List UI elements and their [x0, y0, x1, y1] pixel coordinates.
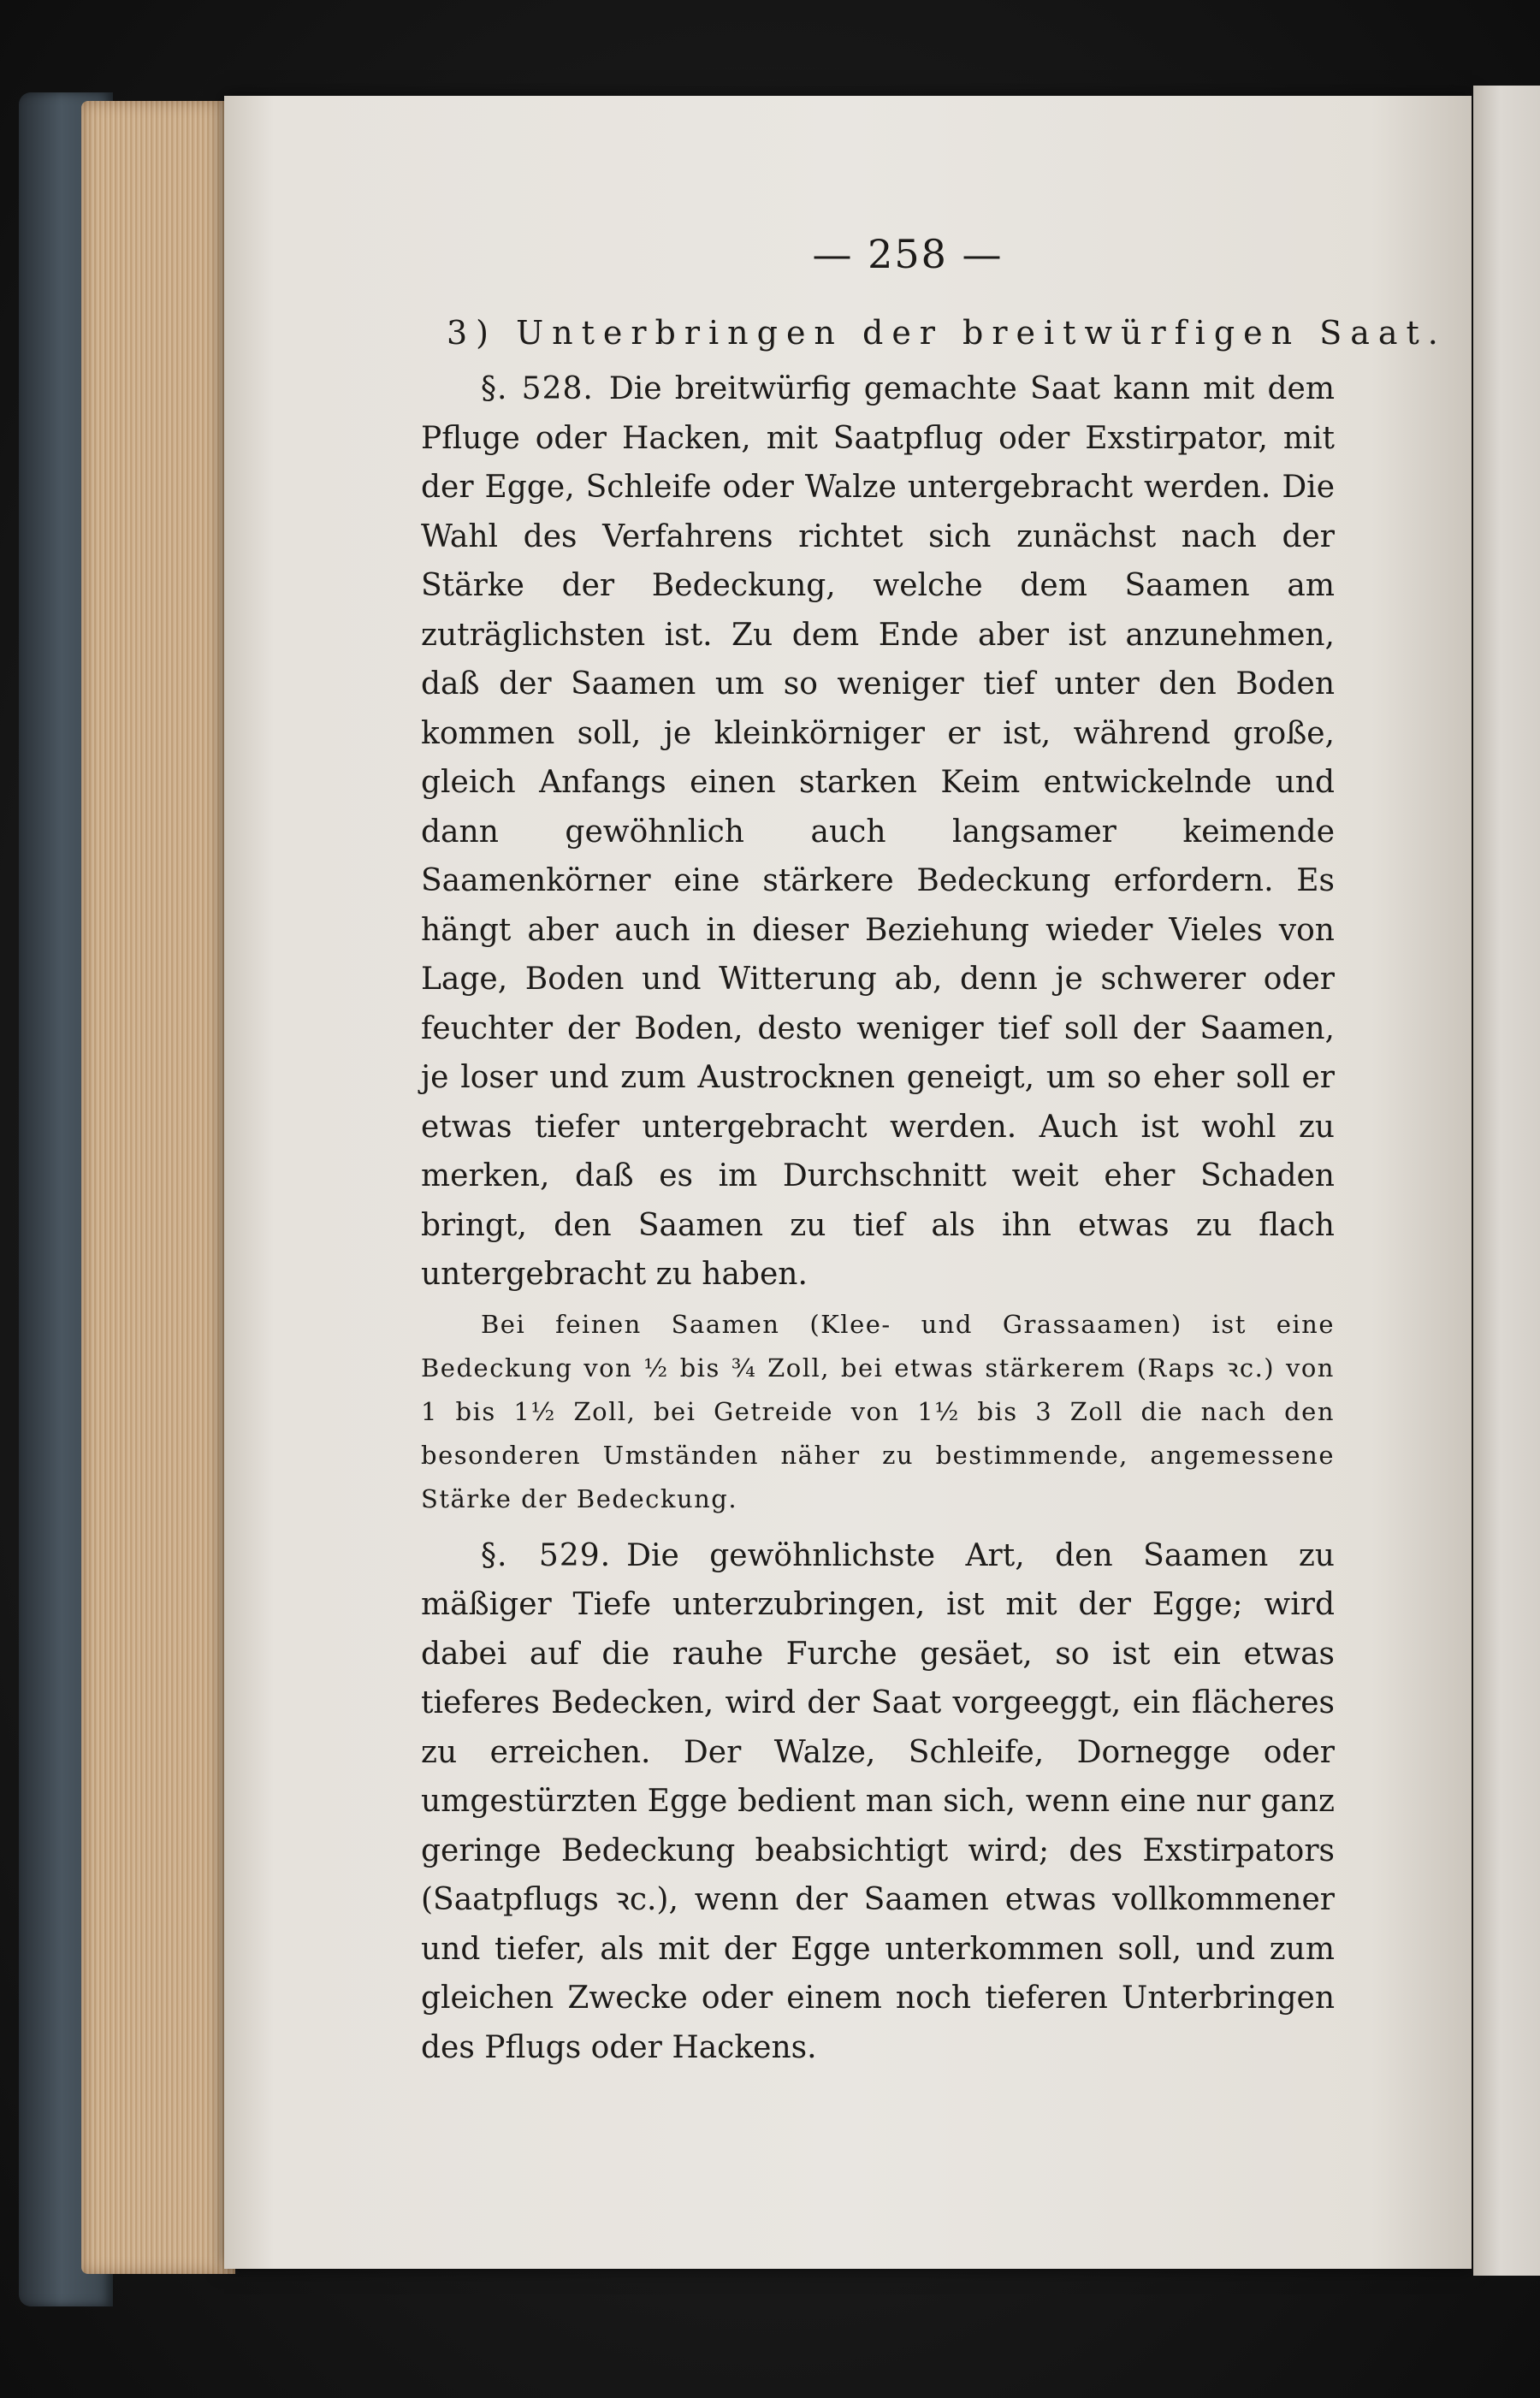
- facing-page-edge: [1473, 86, 1540, 2276]
- section-heading: 3) Unterbringen der breitwürfigen Saat.: [447, 314, 1447, 352]
- paragraph-529-text: Die gewöhnlichste Art, den Saamen zu mäßiger Tiefe unterzubringen, ist mit der Egge; wird dabei auf die rauhe Furche gesäet, so ist ein etwas tieferes Bedecken, wird der Saat vorgeeggt, ein flächeres zu erreichen. Der Walze, Schleife, Dornegge oder umgestürzten Egge bedient man sich, wenn eine nur ganz geringe Bedeckung beabsichtigt wird; des Exstirpators (Saatpflugs ꝛc.), wenn der Saamen etwas vollkommener und tiefer, als mit der Egge unterkommen soll, und zum gleichen Zwecke oder einem noch tieferen Unterbringen des Pflugs oder Hackens.: [421, 1537, 1335, 2065]
- page-edges: [81, 101, 235, 2274]
- section-number-528: §. 528.: [481, 371, 594, 406]
- footnote: Bei feinen Saamen (Klee- und Grassaamen) ist eine Bedeckung von ½ bis ¾ Zoll, bei etwas stärkerem (Raps ꝛc.) von 1 bis 1½ Zoll, bei Getreide von 1½ bis 3 Zoll die nach den besonderen Umständen näher zu bestimmende, angemessene Stärke der Bedeckung.: [421, 1309, 1335, 1513]
- paragraph-528: [421, 364, 1335, 1300]
- section-number-529: §. 529.: [481, 1537, 612, 1573]
- page-content: [421, 231, 1447, 2072]
- page-number: — 258 —: [812, 231, 1004, 277]
- paragraph-529: [421, 1531, 1335, 2073]
- paragraph-528-text: Die breitwürfig gemachte Saat kann mit dem Pfluge oder Hacken, mit Saatpflug oder Exstirpator, mit der Egge, Schleife oder Walze untergebracht werden. Die Wahl des Verfahrens richtet sich zunächst nach der Stärke der Bedeckung, welche dem Saamen am zuträglichsten ist. Zu dem Ende aber ist anzunehmen, daß der Saamen um so weniger tief unter den Boden kommen soll, je kleinkörniger er ist, während große, gleich Anfangs einen starken Keim entwickelnde und dann gewöhnlich auch langsamer keimende Saamenkörner eine stärkere Bedeckung erfordern. Es hängt aber auch in dieser Beziehung wieder Vieles von Lage, Boden und Witterung ab, denn je schwerer oder feuchter der Boden, desto weniger tief soll der Saamen, je loser und zum Austrocknen geneigt, um so eher soll er etwas tiefer untergebracht werden. Auch ist wohl zu merken, daß es im Durchschnitt weit eher Schaden bringt, den Saamen zu tief als ihn etwas zu flach untergebracht zu haben.: [421, 371, 1335, 1292]
